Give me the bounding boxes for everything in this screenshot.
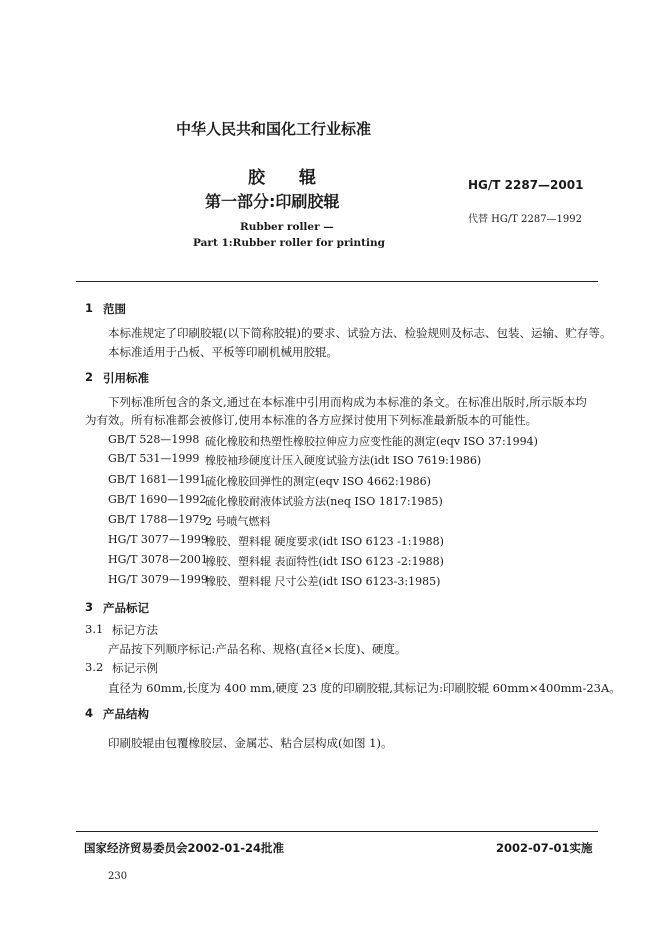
- section-3-title: 产品标记: [103, 601, 149, 615]
- section-2-number: 2: [85, 370, 94, 384]
- replaces-standard: 代替 HG/T 2287—1992: [468, 214, 583, 225]
- reference-code: GB/T 1788—1979: [108, 513, 207, 526]
- reference-title: 橡胶、塑料辊 表面特性(idt ISO 6123 -2:1988): [205, 555, 444, 568]
- english-title-line1: Rubber roller —: [240, 221, 334, 233]
- reference-title: 橡胶、塑料辊 硬度要求(idt ISO 6123 -1:1988): [205, 535, 444, 548]
- effective-date: 2002-07-01实施: [496, 841, 593, 855]
- reference-code: HG/T 3079—1999: [108, 573, 208, 586]
- reference-code: HG/T 3078—2001: [108, 553, 208, 566]
- section-1-number: 1: [85, 301, 94, 315]
- footer-rule: [76, 831, 598, 832]
- reference-title: 硫化橡胶和热塑性橡胶拉伸应力应变性能的测定(eqv ISO 37:1994): [205, 435, 538, 448]
- page-number: 230: [108, 871, 128, 882]
- reference-title: 2 号喷气燃料: [205, 515, 271, 528]
- reference-code: GB/T 528—1998: [108, 433, 200, 446]
- reference-code: GB/T 531—1999: [108, 452, 200, 465]
- doc-title-main: 胶 辊: [248, 168, 316, 188]
- reference-code: GB/T 1690—1992: [108, 493, 207, 506]
- reference-code: HG/T 3077—1999: [108, 533, 208, 546]
- section-1-title: 范围: [103, 302, 126, 316]
- approval-statement: 国家经济贸易委员会2002-01-24批准: [84, 841, 285, 855]
- section-4-number: 4: [85, 706, 94, 720]
- section-3-2-title: 标记示例: [112, 661, 158, 675]
- org-title: 中华人民共和国化工行业标准: [176, 120, 372, 138]
- english-title-line2: Part 1:Rubber roller for printing: [193, 237, 385, 249]
- section-2-para-1a: 下列标准所包含的条文,通过在本标准中引用而构成为本标准的条文。在标准出版时,所示版本均: [108, 395, 587, 409]
- section-3-1-number: 3.1: [85, 622, 104, 636]
- header-rule: [76, 281, 598, 282]
- section-3-1-para: 产品按下列顺序标记:产品名称、规格(直径×长度)、硬度。: [108, 642, 407, 656]
- section-2-title: 引用标准: [103, 371, 149, 385]
- section-3-2-number: 3.2: [85, 660, 104, 674]
- section-1-para-1: 本标准规定了印刷胶辊(以下简称胶辊)的要求、试验方法、检验规则及标志、包装、运输、贮存等。: [108, 326, 612, 340]
- reference-title: 硫化橡胶回弹性的测定(eqv ISO 4662:1986): [205, 475, 431, 488]
- reference-title: 橡胶、塑料辊 尺寸公差(idt ISO 6123-3:1985): [205, 575, 441, 588]
- doc-title-sub: 第一部分:印刷胶辊: [205, 192, 340, 211]
- reference-title: 橡胶袖珍硬度计压入硬度试验方法(idt ISO 7619:1986): [205, 454, 482, 467]
- section-4-para: 印刷胶辊由包覆橡胶层、金属芯、粘合层构成(如图 1)。: [108, 736, 393, 750]
- section-3-2-para: 直径为 60mm,长度为 400 mm,硬度 23 度的印刷胶辊,其标记为:印刷胶辊 60mm×400mm-23A。: [108, 681, 621, 695]
- reference-title: 硫化橡胶耐液体试验方法(neq ISO 1817:1985): [205, 495, 443, 508]
- reference-code: GB/T 1681—1991: [108, 473, 207, 486]
- section-2-para-1b: 为有效。所有标准都会被修订,使用本标准的各方应探讨使用下列标准最新版本的可能性。: [85, 413, 538, 427]
- section-1-para-2: 本标准适用于凸板、平板等印刷机械用胶辊。: [108, 345, 338, 359]
- section-3-number: 3: [85, 600, 94, 614]
- section-4-title: 产品结构: [103, 707, 149, 721]
- section-3-1-title: 标记方法: [112, 623, 158, 637]
- standard-number: HG/T 2287—2001: [468, 178, 584, 192]
